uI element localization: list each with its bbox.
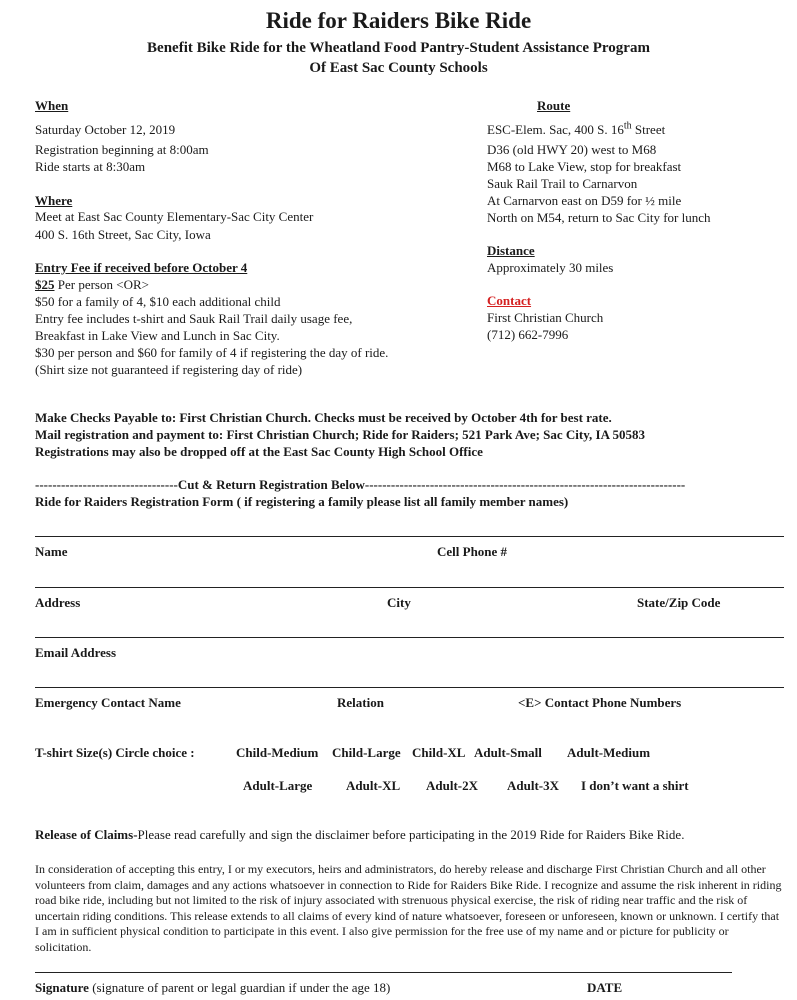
emergency-contact-label: Emergency Contact Name — [35, 695, 181, 710]
size-option[interactable]: Child-XL — [412, 745, 466, 760]
route-line-2: M68 to Lake View, stop for breakfast — [487, 159, 682, 174]
name-label: Name — [35, 544, 68, 559]
city-label: City — [387, 595, 411, 610]
size-option[interactable]: Child-Medium — [236, 745, 319, 760]
size-option[interactable]: Adult-XL — [346, 778, 401, 793]
emergency-phone-label: <E> Contact Phone Numbers — [518, 695, 682, 710]
address-fill-line[interactable] — [35, 587, 784, 588]
size-option[interactable]: Adult-Large — [243, 778, 313, 793]
distance-heading: Distance — [487, 243, 535, 258]
route-line-1: D36 (old HWY 20) west to M68 — [487, 142, 657, 157]
route-line-start — [487, 121, 665, 138]
when-registration: Registration beginning at 8:00am — [35, 142, 209, 157]
entry-fee-line-1: $50 for a family of 4, $10 each additional child — [35, 294, 281, 309]
entry-fee-heading: Entry Fee if received before October 4 — [35, 260, 248, 275]
entry-fee-line-4: $30 per person and $60 for family of 4 if registering the day of ride. — [35, 345, 389, 360]
route-line-5: North on M54, return to Sac City for lunch — [487, 210, 711, 225]
where-line-2: 400 S. 16th Street, Sac City, Iowa — [35, 227, 211, 242]
emergency-fill-line[interactable] — [35, 687, 784, 688]
release-intro-line — [35, 826, 684, 843]
cut-line: ---------------------------------Cut & Return Registration Below-------------------------------------------------------------------------- — [35, 477, 686, 492]
when-start: Ride starts at 8:30am — [35, 159, 146, 174]
release-intro: Please read carefully and sign the disclaimer before participating in the 2019 Ride for Raiders Bike Ride. — [137, 827, 685, 842]
release-heading: Release of Claims- — [35, 827, 138, 842]
route-start-text: ESC-Elem. Sac, 400 S. 16 — [487, 122, 624, 137]
signature-line — [35, 979, 390, 996]
where-heading: Where — [35, 193, 73, 208]
address-label: Address — [35, 595, 81, 610]
entry-fee-price-suffix: Per person <OR> — [54, 277, 149, 292]
payment-line-3: Registrations may also be dropped off at the East Sac County High School Office — [35, 444, 483, 459]
route-line-3: Sauk Rail Trail to Carnarvon — [487, 176, 638, 191]
contact-heading: Contact — [487, 293, 532, 308]
name-fill-line[interactable] — [35, 536, 784, 537]
payment-line-2: Mail registration and payment to: First Christian Church; Ride for Raiders; 521 Park Ave; Sac City, IA 50583 — [35, 427, 646, 442]
entry-fee-line-3: Breakfast in Lake View and Lunch in Sac City. — [35, 328, 280, 343]
when-heading: When — [35, 98, 69, 113]
route-start-suffix: Street — [631, 122, 666, 137]
payment-line-1: Make Checks Payable to: First Christian Church. Checks must be received by October 4th for best rate. — [35, 410, 612, 425]
route-line-4: At Carnarvon east on D59 for ½ mile — [487, 193, 682, 208]
form-title: Ride for Raiders Registration Form ( if registering a family please list all family member names) — [35, 494, 569, 509]
entry-fee-line-2: Entry fee includes t-shirt and Sauk Rail Trail daily usage fee, — [35, 311, 353, 326]
contact-name: First Christian Church — [487, 310, 604, 325]
entry-fee-price-line — [35, 276, 149, 293]
route-start-sup: th — [623, 120, 632, 132]
subtitle: Benefit Bike Ride for the Wheatland Food Pantry-Student Assistance Program — [147, 40, 650, 56]
entry-fee-price: $25 — [35, 277, 55, 292]
relation-label: Relation — [337, 695, 384, 710]
email-label: Email Address — [35, 645, 117, 660]
contact-phone: (712) 662-7996 — [487, 327, 569, 342]
signature-label: Signature — [35, 980, 89, 995]
release-body: In consideration of accepting this entry, I or my executors, heirs and administrators, do hereby release and discharge First Christian Church and all other volunteers from claim, damages and any actions whatsoever in connection to Ride for Raiders Bike Ride. I recognize and assume the risk inherent in riding road bike ride, including but not limited to the risk of injury associated with strenuous physical exercise, the risk of riding near traffic and the risk of uncertain riding conditions. This release extends to all claims of every kind of nature whatsoever, foreseen or unforeseen, known or unknown. I certify that I am in sufficient physical condition to participate in this event. I also give permission for the free use of my name and or picture for publicity or solicitation. — [35, 862, 782, 954]
size-option-no-shirt[interactable]: I don’t want a shirt — [581, 778, 689, 793]
state-zip-label: State/Zip Code — [637, 595, 721, 610]
size-option[interactable]: Adult-3X — [507, 778, 560, 793]
signature-note: (signature of parent or legal guardian if under the age 18) — [88, 980, 391, 995]
size-option[interactable]: Child-Large — [332, 745, 401, 760]
when-date: Saturday October 12, 2019 — [35, 122, 176, 137]
tshirt-label: T-shirt Size(s) Circle choice : — [35, 745, 195, 760]
distance-value: Approximately 30 miles — [487, 260, 614, 275]
email-fill-line[interactable] — [35, 637, 784, 638]
signature-fill-line[interactable] — [35, 972, 732, 973]
page-title: Ride for Raiders Bike Ride — [265, 8, 532, 33]
route-heading: Route — [537, 98, 571, 113]
entry-fee-line-5: (Shirt size not guaranteed if registering day of ride) — [35, 362, 303, 377]
where-line-1: Meet at East Sac County Elementary-Sac City Center — [35, 209, 314, 224]
size-option[interactable]: Adult-2X — [426, 778, 479, 793]
date-label: DATE — [587, 980, 623, 995]
size-option[interactable]: Adult-Small — [474, 745, 542, 760]
cell-phone-label: Cell Phone # — [437, 544, 508, 559]
size-option[interactable]: Adult-Medium — [567, 745, 651, 760]
subtitle-line-2: Of East Sac County Schools — [309, 60, 488, 76]
